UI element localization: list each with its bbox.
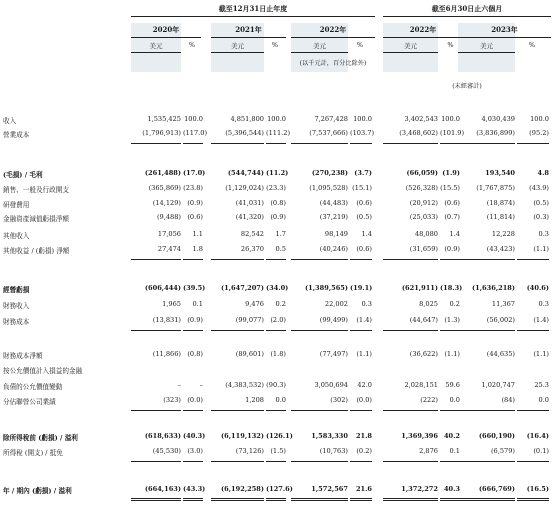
table-cell: (1.1) [444, 350, 460, 358]
sum-rule [266, 330, 286, 331]
table-cell: (40.6) [526, 284, 549, 292]
table-cell: (37,219) [319, 213, 348, 221]
sum-rule [211, 461, 264, 462]
table-cell: (14,129) [152, 199, 181, 207]
table-cell: (9,488) [156, 213, 181, 221]
sum-rule [183, 498, 203, 499]
table-cell: 0.1 [192, 300, 203, 308]
row-label: 財務成本 [3, 318, 30, 326]
table-cell: (0.5) [356, 213, 372, 221]
row-label: 其他收益 / (虧損) 淨額 [3, 247, 70, 255]
sum-rule [131, 143, 181, 144]
sum-rule-double [350, 500, 372, 501]
unit-usd-2023-h1: 美元 [480, 42, 493, 50]
unit-usd-2022: 美元 [313, 42, 326, 50]
table-cell: (31,659) [409, 245, 438, 253]
table-cell: (34.0) [266, 284, 289, 292]
row-label: 所得稅 (開支) / 抵免 [3, 449, 63, 457]
table-cell: 100.0 [530, 115, 549, 123]
sum-rule [291, 330, 348, 331]
table-cell: (618,633) [144, 432, 181, 440]
table-cell: 27,474 [157, 245, 181, 253]
table-cell: 25.3 [534, 381, 549, 389]
sum-rule-double [131, 500, 181, 501]
table-cell: (15.5) [440, 184, 460, 192]
sum-rule [291, 143, 348, 144]
table-cell: 0.1 [449, 447, 460, 455]
sum-rule [517, 330, 549, 331]
table-cell: (0.9) [270, 213, 286, 221]
table-cell: 193,540 [485, 169, 515, 177]
table-cell: 1.4 [361, 230, 372, 238]
row-label: 財務收入 [3, 302, 30, 310]
sum-rule [350, 143, 372, 144]
table-cell: (40,246) [319, 245, 348, 253]
table-cell: (3.0) [187, 447, 203, 455]
unit-pct-2023-h1: % [528, 41, 536, 49]
table-cell: (0.1) [533, 447, 549, 455]
table-cell: 0.5 [275, 245, 286, 253]
table-cell: (6,119,132) [221, 432, 264, 440]
table-cell: (3,468,602) [399, 129, 438, 137]
table-cell: (117.0) [183, 129, 208, 137]
table-cell: (544,744) [227, 169, 264, 177]
sum-rule [266, 259, 286, 260]
table-cell: (13,831) [152, 316, 181, 324]
table-cell: (111.2) [266, 129, 291, 137]
table-cell: (0.9) [187, 316, 203, 324]
row-label: 分佔聯營公司業績 [3, 398, 56, 406]
row-label: 收入 [3, 117, 17, 125]
sum-rule [517, 461, 549, 462]
sum-rule [211, 410, 264, 411]
sum-rule [458, 461, 515, 462]
table-cell: – [177, 381, 181, 389]
sum-rule [266, 143, 286, 144]
table-cell: (43.9) [529, 184, 549, 192]
sum-rule [517, 259, 549, 260]
table-cell: (0.0) [187, 396, 203, 404]
year-rule-2023-h1 [458, 37, 551, 38]
unit-pct-2022: % [356, 41, 364, 49]
sum-rule [183, 410, 203, 411]
table-cell: 1.1 [192, 230, 203, 238]
sum-rule [350, 461, 372, 462]
table-cell: (126.1) [266, 432, 293, 440]
sum-rule [458, 259, 515, 260]
sum-rule [383, 330, 438, 331]
year-2021: 2021年 [235, 25, 262, 34]
sum-rule [440, 259, 460, 260]
row-label: 營業成本 [3, 131, 30, 139]
sum-rule [211, 330, 264, 331]
table-cell: (11.2) [266, 169, 289, 177]
table-cell: 100.0 [353, 115, 372, 123]
sum-rule [183, 259, 203, 260]
table-cell: (127.6) [266, 485, 293, 493]
table-cell: (15.1) [352, 184, 372, 192]
table-cell: (1,647,207) [221, 284, 264, 292]
sum-rule-double [517, 500, 549, 501]
table-cell: 100.0 [184, 115, 203, 123]
sum-rule-double [211, 500, 264, 501]
year-rule-2021 [211, 37, 286, 38]
row-label: 金融資產減值虧損淨額 [3, 215, 69, 223]
sum-rule [440, 498, 460, 499]
table-cell: 0.0 [275, 396, 286, 404]
sum-rule-double [183, 500, 203, 501]
row-label: 負債的公允價值變動 [3, 383, 63, 391]
table-cell: (17.0) [183, 169, 206, 177]
table-cell: (99,499) [319, 316, 348, 324]
table-cell: 0.0 [449, 396, 460, 404]
table-cell: (660,190) [478, 432, 515, 440]
table-cell: (1.1) [533, 245, 549, 253]
sum-rule-double [266, 500, 286, 501]
table-cell: (18,874) [486, 199, 515, 207]
table-cell: (73,126) [235, 447, 264, 455]
table-cell: 100.0 [267, 115, 286, 123]
sum-rule [440, 410, 460, 411]
year-2022-h1: 2022年 [409, 25, 437, 34]
table-cell: (23.8) [183, 184, 203, 192]
table-cell: (1,636,218) [472, 284, 515, 292]
table-cell: (0.6) [187, 213, 203, 221]
table-cell: 1,208 [245, 396, 264, 404]
sum-rule [211, 498, 264, 499]
table-cell: (1,095,528) [309, 184, 348, 192]
table-cell: 42.0 [357, 381, 372, 389]
table-cell: (23.3) [266, 184, 286, 192]
table-cell: 1.8 [192, 245, 203, 253]
sum-rule [458, 330, 515, 331]
table-cell: (365,869) [148, 184, 181, 192]
sum-rule [383, 410, 438, 411]
table-cell: (44,635) [486, 350, 515, 358]
table-cell: (16.4) [526, 432, 549, 440]
table-cell: 3,402,543 [404, 115, 438, 123]
sum-rule [350, 410, 372, 411]
table-cell: (1.8) [270, 350, 286, 358]
table-cell: 12,228 [491, 230, 515, 238]
table-cell: (1,129,024) [225, 184, 264, 192]
sum-rule [383, 498, 438, 499]
table-cell: (103.7) [350, 129, 375, 137]
table-cell: (99,077) [235, 316, 264, 324]
table-cell: (101.9) [440, 129, 465, 137]
sum-rule [131, 259, 181, 260]
table-cell: (1.5) [270, 447, 286, 455]
table-cell: 82,542 [240, 230, 264, 238]
row-label: 銷售、一般及行政開支 [3, 186, 69, 194]
table-cell: (11,814) [486, 213, 515, 221]
sum-rule [383, 259, 438, 260]
table-cell: (7,537,666) [309, 129, 348, 137]
table-cell: 40.3 [443, 485, 460, 493]
table-cell: (90.3) [266, 381, 286, 389]
table-cell: (0.2) [356, 447, 372, 455]
table-cell: (1.4) [533, 316, 549, 324]
note-unaudited: (未經審計) [452, 83, 482, 90]
table-cell: 40.2 [443, 432, 460, 440]
table-cell: 48,080 [414, 230, 438, 238]
sum-rule [183, 330, 203, 331]
table-cell: (666,769) [478, 485, 515, 493]
table-cell: 0.2 [275, 300, 286, 308]
table-cell: (1.1) [356, 350, 372, 358]
table-cell: (0.6) [444, 199, 460, 207]
table-cell: 2,028,151 [404, 381, 438, 389]
table-cell: (43,423) [486, 245, 515, 253]
table-cell: (5,396,544) [225, 129, 264, 137]
table-cell: (41,320) [235, 213, 264, 221]
table-cell: 9,476 [245, 300, 264, 308]
table-cell: (526,328) [405, 184, 438, 192]
sum-rule [291, 461, 348, 462]
table-cell: 1,535,425 [147, 115, 181, 123]
sum-rule [440, 143, 460, 144]
note-thousands: (以千元計，百分比除外) [299, 60, 367, 67]
row-label: 除所得稅前 (虧損) / 溢利 [3, 434, 78, 442]
unit-usd-2021: 美元 [231, 42, 244, 50]
table-cell: 4.8 [537, 169, 549, 177]
sum-rule [291, 498, 348, 499]
table-cell: 1,372,272 [401, 485, 438, 493]
table-cell: – [199, 381, 203, 389]
table-cell: (66,059) [406, 169, 438, 177]
year-rule-2022 [291, 37, 375, 38]
unit-rule-2022-h1 [383, 52, 438, 53]
table-cell: (44,647) [409, 316, 438, 324]
row-label: 研發費用 [3, 201, 30, 209]
sum-rule [266, 461, 286, 462]
sum-rule-double [291, 500, 348, 501]
table-cell: (1.1) [533, 350, 549, 358]
unit-pct-2021: % [271, 41, 279, 49]
table-cell: (19.1) [350, 284, 373, 292]
year-2020: 2020年 [152, 25, 180, 34]
table-cell: (0.6) [356, 245, 372, 253]
table-cell: (44,483) [319, 199, 348, 207]
sum-rule [517, 498, 549, 499]
table-cell: 21.6 [355, 485, 372, 493]
sum-rule [517, 410, 549, 411]
table-cell: 7,267,428 [314, 115, 348, 123]
table-cell: 1,020,747 [481, 381, 515, 389]
row-label: 年 / 期內 (虧損) / 溢利 [3, 487, 72, 495]
table-cell: (4,383,532) [225, 381, 264, 389]
table-cell: 8,025 [419, 300, 438, 308]
group-title-halfyear: 截至6月30日止六個月 [431, 4, 503, 13]
sum-rule [350, 259, 372, 260]
sum-rule [383, 143, 438, 144]
table-cell: (0.9) [444, 245, 460, 253]
sum-rule [291, 410, 348, 411]
sum-rule [211, 143, 264, 144]
table-cell: (0.8) [187, 350, 203, 358]
group-rule-annual [131, 16, 375, 17]
sum-rule [383, 461, 438, 462]
table-cell: 22,002 [324, 300, 348, 308]
table-cell: (6,579) [490, 447, 515, 455]
table-cell: (84) [501, 396, 515, 404]
unit-pct-2022-h1: % [447, 41, 454, 49]
table-cell: (77,497) [319, 350, 348, 358]
sum-rule [350, 330, 372, 331]
table-cell: 0.2 [449, 300, 460, 308]
row-label: 其他收入 [3, 232, 30, 240]
sum-rule [291, 259, 348, 260]
sum-rule [517, 143, 549, 144]
table-cell: (1,796,913) [142, 129, 181, 137]
table-cell: (2.0) [270, 316, 286, 324]
table-cell: (36,622) [409, 350, 438, 358]
table-cell: (40.3) [183, 432, 206, 440]
year-2022: 2022年 [319, 25, 347, 34]
table-cell: 1,965 [162, 300, 181, 308]
table-cell: (0.3) [533, 213, 549, 221]
sum-rule [131, 498, 181, 499]
table-cell: (0.0) [356, 396, 372, 404]
sum-rule-double [458, 500, 515, 501]
table-cell: (20,912) [409, 199, 438, 207]
table-cell: (0.8) [270, 199, 286, 207]
unit-rule-2022 [291, 52, 348, 53]
table-cell: (56,002) [486, 316, 515, 324]
table-cell: (0.7) [444, 213, 460, 221]
table-cell: (95.2) [529, 129, 549, 137]
table-cell: 3,050,694 [314, 381, 348, 389]
group-title-annual: 截至12月31日止年度 [218, 4, 288, 13]
table-cell: (323) [163, 396, 181, 404]
table-cell: (45,530) [152, 447, 181, 455]
table-cell: (1.4) [356, 316, 372, 324]
table-cell: 100.0 [441, 115, 460, 123]
sum-rule-double [383, 500, 438, 501]
table-cell: 4,851,800 [230, 115, 264, 123]
sum-rule [266, 498, 286, 499]
table-cell: (89,601) [235, 350, 264, 358]
table-cell: 0.3 [538, 230, 549, 238]
sum-rule [131, 330, 181, 331]
sum-rule [440, 330, 460, 331]
sum-rule [458, 143, 515, 144]
table-cell: (43.3) [183, 485, 206, 493]
table-cell: (222) [420, 396, 438, 404]
table-cell: 1.7 [275, 230, 286, 238]
table-cell: 0.3 [538, 300, 549, 308]
table-cell: (10,763) [319, 447, 348, 455]
table-cell: 0.0 [538, 396, 549, 404]
table-cell: (3,836,899) [476, 129, 515, 137]
table-cell: (270,238) [311, 169, 348, 177]
sum-rule [183, 143, 203, 144]
unit-rule-2021 [211, 52, 264, 53]
table-cell: 1,369,396 [401, 432, 438, 440]
row-label: 按公允價值計入損益的金融 [3, 367, 83, 375]
table-cell: (16.5) [526, 485, 549, 493]
sum-rule [211, 259, 264, 260]
table-cell: 26,370 [240, 245, 264, 253]
sum-rule [266, 410, 286, 411]
table-cell: 11,367 [491, 300, 515, 308]
table-cell: (1,389,565) [305, 284, 348, 292]
unit-rule-2023-h1 [458, 52, 515, 53]
table-cell: 4,030,439 [481, 115, 515, 123]
group-rule-halfyear [383, 16, 551, 17]
table-cell: (261,488) [144, 169, 181, 177]
sum-rule [350, 498, 372, 499]
row-label: 財務成本淨額 [3, 352, 43, 360]
table-cell: (0.9) [187, 199, 203, 207]
table-cell: 17,056 [157, 230, 181, 238]
table-cell: 0.3 [361, 300, 372, 308]
table-cell: (3.7) [354, 169, 372, 177]
table-cell: (1,767,875) [476, 184, 515, 192]
year-rule-2022-h1 [383, 37, 463, 38]
row-label: (毛損) / 毛利 [3, 171, 43, 179]
table-cell: (25,033) [409, 213, 438, 221]
table-cell: (41,031) [235, 199, 264, 207]
sum-rule [183, 461, 203, 462]
sum-rule [440, 461, 460, 462]
sum-rule-double [440, 500, 460, 501]
table-cell: (621,911) [401, 284, 438, 292]
unit-usd-2020: 美元 [149, 42, 163, 50]
table-cell: (0.5) [533, 199, 549, 207]
unit-usd-2022-h1: 美元 [404, 42, 417, 50]
sum-rule [458, 498, 515, 499]
table-cell: (11,866) [152, 350, 181, 358]
table-cell: (0.6) [356, 199, 372, 207]
table-cell: 59.6 [445, 381, 460, 389]
table-cell: 1.4 [449, 230, 460, 238]
row-label: 經營虧損 [3, 286, 30, 294]
table-cell: (664,163) [144, 485, 181, 493]
table-cell: 21.8 [355, 432, 372, 440]
table-cell: (1.3) [444, 316, 460, 324]
table-cell: 98,149 [324, 230, 348, 238]
table-cell: (1.9) [442, 169, 460, 177]
table-cell: (18.3) [440, 284, 463, 292]
year-2023-h1: 2023年 [491, 25, 518, 34]
table-cell: (6,192,258) [221, 485, 264, 493]
table-cell: (606,444) [144, 284, 181, 292]
table-cell: 1,583,330 [311, 432, 348, 440]
table-cell: 2,876 [419, 447, 438, 455]
sum-rule [131, 461, 181, 462]
sum-rule [131, 410, 181, 411]
sum-rule [458, 410, 515, 411]
year-rule-2020 [131, 37, 201, 38]
unit-rule-2020 [131, 52, 181, 53]
unit-pct-2020: % [188, 41, 196, 49]
table-cell: (39.5) [183, 284, 206, 292]
table-cell: 1,572,567 [311, 485, 348, 493]
table-cell: (302) [330, 396, 348, 404]
